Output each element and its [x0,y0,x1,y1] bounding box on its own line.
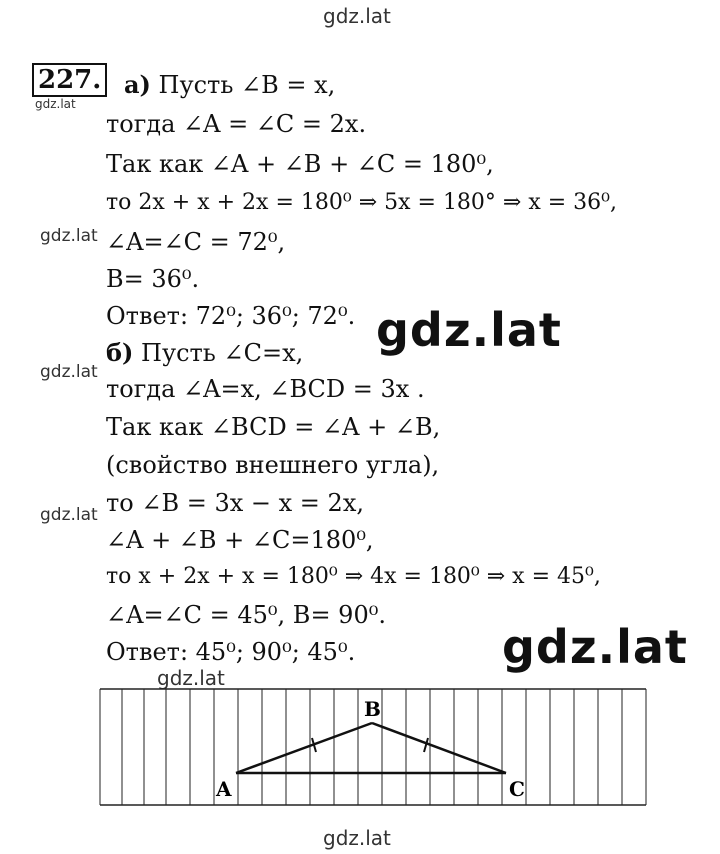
watermark-left-3: gdz.lat [40,505,98,525]
watermark-big-2: gdz.lat [502,620,688,674]
part-b-line-7: то x + 2x + x = 180⁰ ⇒ 4x = 180⁰ ⇒ x = 45⁰, [106,564,601,589]
part-a-line-6: B= 36⁰. [106,265,200,293]
part-a-line-4: то 2x + x + 2x = 180⁰ ⇒ 5x = 180° ⇒ x = 36⁰, [106,190,617,215]
part-a-label: а) [124,70,151,99]
part-a-line-1 [124,70,335,99]
part-b-line-1 [106,338,303,367]
part-a-line-5: ∠A=∠C = 72⁰, [106,228,286,256]
part-b-line-5: то ∠B = 3x − x = 2x, [106,489,364,517]
watermark-top: gdz.lat [323,4,391,28]
watermark-bottom: gdz.lat [323,826,391,850]
vertex-label-b: B [364,697,381,721]
part-a-line-3: Так как ∠A + ∠B + ∠C = 180⁰, [106,150,494,178]
side-bc [372,723,506,773]
watermark-small: gdz.lat [35,97,76,111]
triangle-abc [236,723,506,773]
vertex-label-a: A [216,777,232,801]
figure-grid [100,689,646,805]
part-b-line-6: ∠A + ∠B + ∠C=180⁰, [106,526,374,554]
part-a-text-1: Пусть ∠B = x, [158,71,336,99]
tick-mark-bc [424,738,428,752]
part-a-line-2: тогда ∠A = ∠C = 2x. [106,110,367,138]
part-b-line-8: ∠A=∠C = 45⁰, B= 90⁰. [106,601,386,629]
part-b-label: б) [106,338,134,367]
tick-mark-ab [312,738,316,752]
part-a-line-7: Ответ: 72⁰; 36⁰; 72⁰. [106,302,356,330]
part-b-line-9: Ответ: 45⁰; 90⁰; 45⁰. [106,638,356,666]
part-b-line-4: (свойство внешнего угла), [106,451,440,479]
watermark-left-2: gdz.lat [40,362,98,382]
vertex-label-c: C [509,777,525,801]
part-b-line-3: Так как ∠BCD = ∠A + ∠B, [106,413,441,441]
side-ab [236,723,372,773]
watermark-above-figure: gdz.lat [157,666,225,690]
watermark-left-1: gdz.lat [40,226,98,246]
problem-number: 227. [32,63,107,97]
watermark-big-1: gdz.lat [376,303,562,357]
part-b-line-2: тогда ∠A=x, ∠BCD = 3x . [106,375,425,403]
part-b-text-1: Пусть ∠C=x, [141,339,304,367]
